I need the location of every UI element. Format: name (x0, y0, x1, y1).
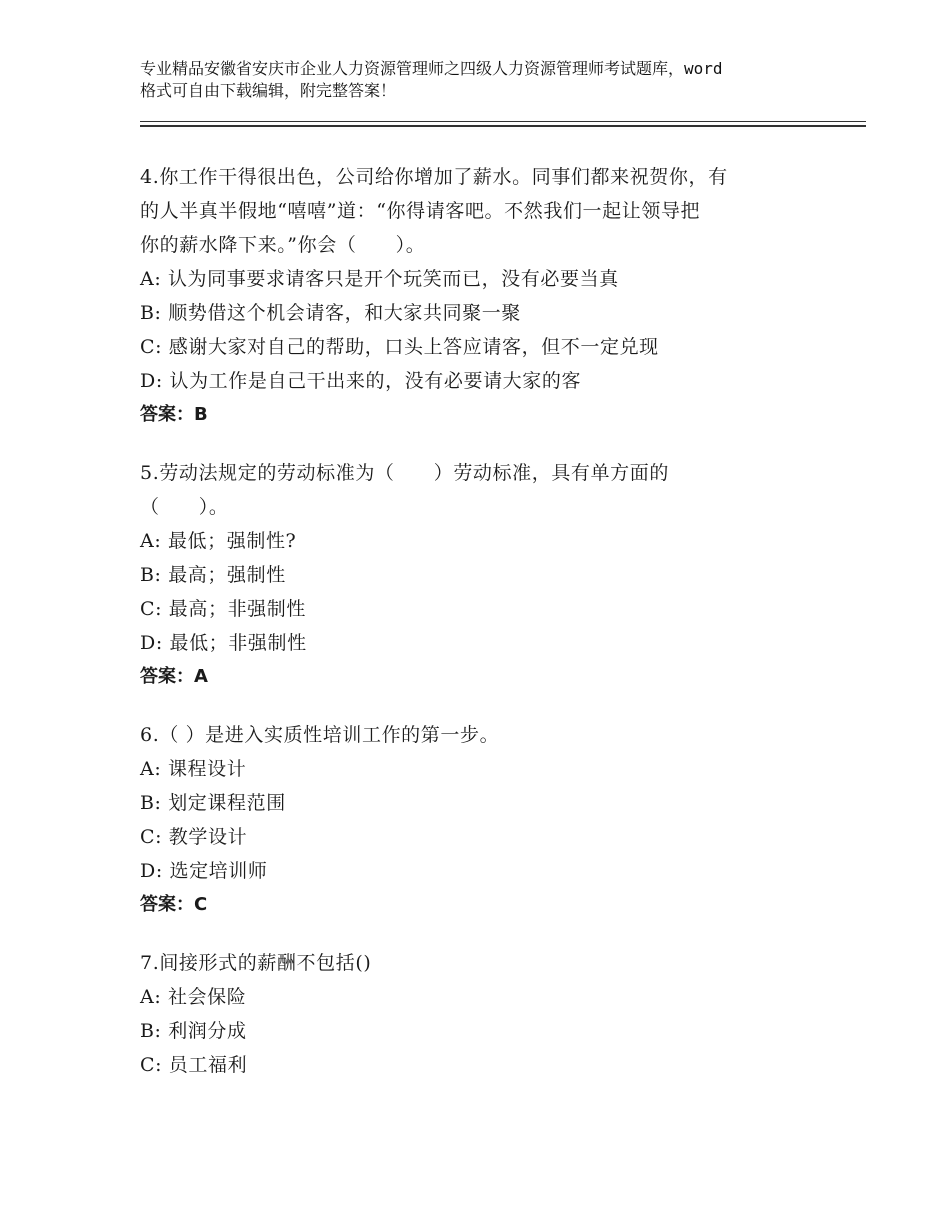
answer-option: B: 划定课程范围 (140, 792, 286, 814)
question-block (140, 456, 840, 694)
document-header (140, 58, 840, 102)
question-stem-line: 4.你工作干得很出色，公司给你增加了薪水。同事们都来祝贺你，有 (140, 166, 728, 188)
answer-key: 答案：B (140, 404, 208, 425)
header-line-2: 格式可自由下载编辑，附完整答案！ (140, 81, 397, 100)
answer-option: C: 教学设计 (140, 826, 248, 848)
answer-option: A: 课程设计 (140, 758, 247, 780)
answer-option: A: 认为同事要求请客只是开个玩笑而已，没有必要当真 (140, 268, 619, 290)
answer-key: 答案：C (140, 894, 208, 915)
question-stem-line: （ ）。 (140, 496, 229, 518)
question-stem-line: 7.间接形式的薪酬不包括() (140, 952, 372, 974)
answer-option: D: 选定培训师 (140, 860, 268, 882)
header-divider-thin (140, 121, 866, 122)
answer-option: C: 感谢大家对自己的帮助，口头上答应请客，但不一定兑现 (140, 336, 659, 358)
answer-option: B: 最高；强制性 (140, 564, 286, 586)
answer-option: D: 最低；非强制性 (140, 632, 307, 654)
question-block (140, 160, 840, 432)
question-block (140, 718, 840, 922)
question-stem-line: 的人半真半假地“嘻嘻”道：“你得请客吧。不然我们一起让领导把 (140, 200, 701, 222)
answer-option: C: 最高；非强制性 (140, 598, 306, 620)
question-stem-line: 你的薪水降下来。”你会（ ）。 (140, 234, 426, 256)
answer-option: A: 最低；强制性? (140, 530, 297, 552)
answer-option: C: 员工福利 (140, 1054, 248, 1076)
question-block (140, 946, 840, 1082)
question-list (140, 160, 840, 1106)
question-stem-line: 6.（ ）是进入实质性培训工作的第一步。 (140, 724, 500, 746)
answer-key: 答案：A (140, 666, 208, 687)
answer-option: B: 顺势借这个机会请客，和大家共同聚一聚 (140, 302, 522, 324)
answer-option: B: 利润分成 (140, 1020, 247, 1042)
header-line-1: 专业精品安徽省安庆市企业人力资源管理师之四级人力资源管理师考试题库，word (140, 59, 723, 78)
question-stem-line: 5.劳动法规定的劳动标准为（ ）劳动标准，具有单方面的 (140, 462, 669, 484)
answer-option: D: 认为工作是自己干出来的，没有必要请大家的客 (140, 370, 582, 392)
header-divider-thick (140, 125, 866, 127)
answer-option: A: 社会保险 (140, 986, 247, 1008)
